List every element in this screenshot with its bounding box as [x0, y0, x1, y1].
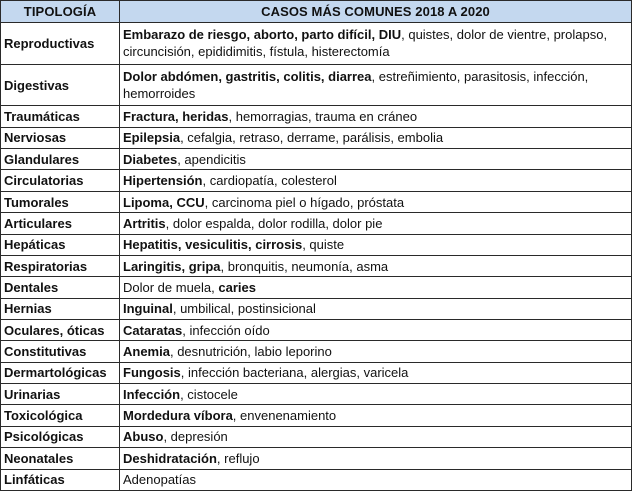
cases-most-common: Mordedura víbora	[123, 408, 233, 424]
table-row	[1, 213, 632, 234]
cases-other: , desnutrición, labio leporino	[169, 344, 332, 360]
table-row	[1, 405, 632, 426]
cases-other: , cardiopatía, colesterol	[202, 173, 337, 189]
row-typology: Dermartológicas	[1, 362, 120, 383]
cases-other: , hemorragias, trauma en cráneo	[228, 109, 418, 125]
cases-most-common: Abuso	[123, 429, 164, 445]
cases-most-common: Cataratas	[123, 322, 183, 338]
cases-most-common: Artritis	[123, 215, 166, 231]
row-typology: Toxicológica	[1, 405, 120, 426]
table-row	[1, 127, 632, 148]
row-cases	[120, 469, 632, 490]
row-typology: Constitutivas	[1, 341, 120, 362]
row-cases	[120, 277, 632, 298]
row-typology: Reproductivas	[1, 23, 120, 65]
cases-other: , dolor espalda, dolor rodilla, dolor pie	[165, 215, 383, 231]
row-typology: Oculares, óticas	[1, 320, 120, 341]
row-typology: Tumorales	[1, 191, 120, 212]
row-typology: Psicológicas	[1, 426, 120, 447]
cases-most-common: Deshidratación	[123, 450, 217, 466]
row-typology: Nerviosas	[1, 127, 120, 148]
cases-most-common: Hepatitis, vesiculitis, cirrosis	[123, 237, 303, 253]
cases-most-common: Infección	[123, 386, 181, 402]
row-cases	[120, 127, 632, 148]
row-cases	[120, 255, 632, 276]
header-tipologia: TIPOLOGÍA	[1, 1, 120, 23]
row-cases	[120, 298, 632, 319]
table-row	[1, 298, 632, 319]
table-row	[1, 426, 632, 447]
row-cases	[120, 341, 632, 362]
cases-other: , infección bacteriana, alergias, varicela	[180, 365, 409, 381]
table-body	[1, 23, 632, 491]
row-typology: Respiratorias	[1, 255, 120, 276]
row-cases	[120, 405, 632, 426]
cases-most-common: Diabetes	[123, 151, 178, 167]
row-cases	[120, 384, 632, 405]
cases-other: , reflujo	[216, 450, 260, 466]
table-row	[1, 149, 632, 170]
cases-most-common: Epilepsia	[123, 130, 181, 146]
row-typology: Urinarias	[1, 384, 120, 405]
cases-most-common: Lipoma, CCU	[123, 194, 205, 210]
table-row	[1, 64, 632, 106]
row-cases	[120, 426, 632, 447]
row-cases	[120, 170, 632, 191]
cases-most-common: Anemia	[123, 344, 170, 360]
cases-other: , cefalgia, retraso, derrame, parálisis, embolia	[180, 130, 444, 146]
table-row	[1, 23, 632, 65]
table-row	[1, 341, 632, 362]
row-cases	[120, 362, 632, 383]
row-typology: Hepáticas	[1, 234, 120, 255]
table-row	[1, 362, 632, 383]
table-row	[1, 320, 632, 341]
table-row	[1, 234, 632, 255]
cases-most-common: Laringitis, gripa	[123, 258, 221, 274]
cases-other: , quiste	[302, 237, 345, 253]
table-row	[1, 255, 632, 276]
header-row	[1, 1, 632, 23]
cases-other: , envenenamiento	[232, 408, 337, 424]
row-cases	[120, 64, 632, 106]
table-row	[1, 469, 632, 490]
cases-most-common: Dolor abdómen, gastritis, colitis, diarrea	[123, 69, 372, 85]
row-cases	[120, 448, 632, 469]
cases-most-common: Fractura, heridas	[123, 109, 229, 125]
cases-most-common: caries	[218, 279, 256, 295]
row-typology: Glandulares	[1, 149, 120, 170]
table-row	[1, 448, 632, 469]
cases-most-common: Hipertensión	[123, 173, 203, 189]
cases-other: , infección oído	[182, 322, 270, 338]
row-typology: Articulares	[1, 213, 120, 234]
row-cases	[120, 234, 632, 255]
row-typology: Digestivas	[1, 64, 120, 106]
cases-other: , umbilical, postinsicional	[172, 301, 316, 317]
table-row	[1, 277, 632, 298]
table-row	[1, 106, 632, 127]
row-cases	[120, 320, 632, 341]
row-typology: Traumáticas	[1, 106, 120, 127]
row-cases	[120, 23, 632, 65]
row-typology: Linfáticas	[1, 469, 120, 490]
cases-other: , quistes, dolor de vientre, prolapso, circuncisión, epididimitis, fístula, histerectomía	[123, 27, 608, 60]
row-cases	[120, 149, 632, 170]
table-row	[1, 191, 632, 212]
row-typology: Neonatales	[1, 448, 120, 469]
table-row	[1, 170, 632, 191]
header-casos-comunes: CASOS MÁS COMUNES 2018 A 2020	[120, 1, 632, 23]
cases-other: , cistocele	[180, 386, 238, 402]
row-typology: Circulatorias	[1, 170, 120, 191]
cases-other: , bronquitis, neumonía, asma	[220, 258, 389, 274]
row-typology: Hernias	[1, 298, 120, 319]
cases-other: , estreñimiento, parasitosis, infección, hemorroides	[123, 69, 589, 102]
cases-most-common: Embarazo de riesgo, aborto, parto difícil, DIU	[123, 27, 402, 43]
cases-other: , depresión	[163, 429, 228, 445]
cases-lead-text: Dolor de muela,	[123, 279, 219, 295]
cases-most-common: Fungosis	[123, 365, 181, 381]
cases-most-common: Inguinal	[123, 301, 173, 317]
cases-lead-text: Adenopatías	[123, 472, 197, 488]
row-cases	[120, 213, 632, 234]
table-row	[1, 384, 632, 405]
row-cases	[120, 191, 632, 212]
cases-other: , apendicitis	[177, 151, 246, 167]
cases-other: , carcinoma piel o hígado, próstata	[204, 194, 405, 210]
row-cases	[120, 106, 632, 127]
row-typology: Dentales	[1, 277, 120, 298]
